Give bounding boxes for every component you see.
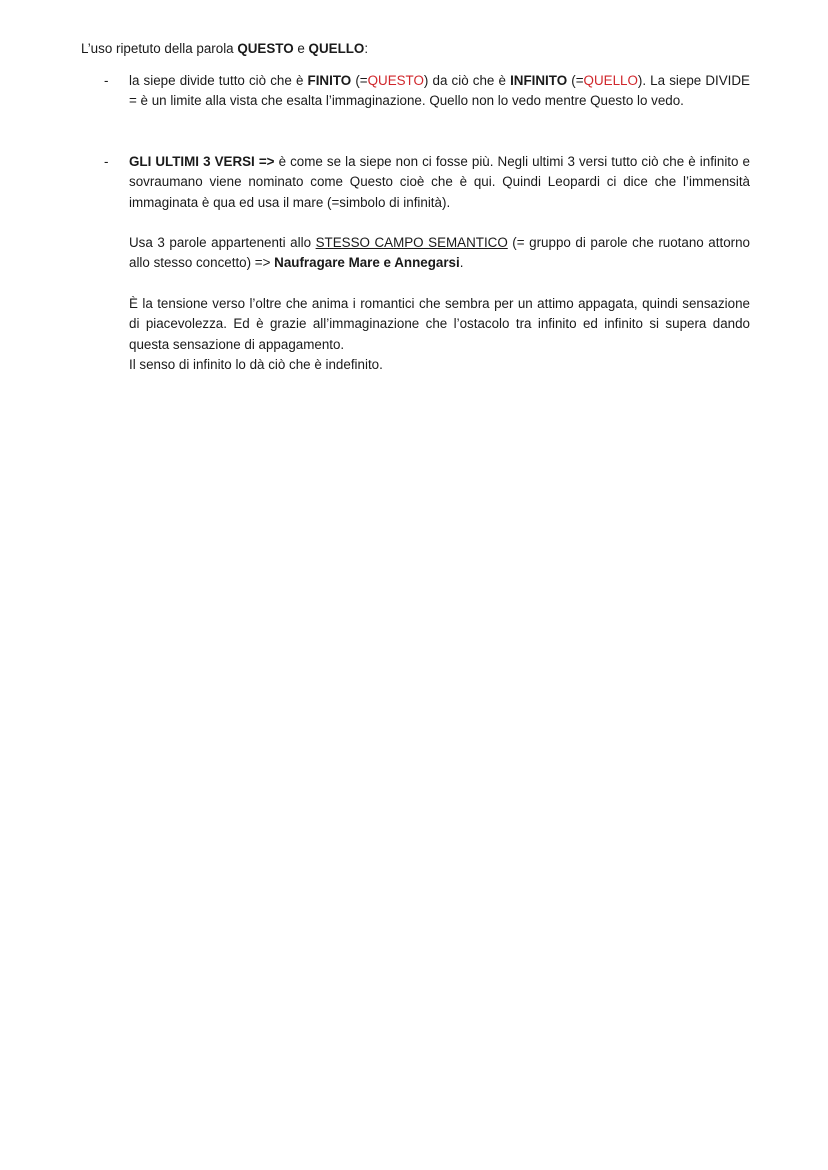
bold-finito: FINITO (307, 73, 352, 88)
paragraph-campo-semantico (129, 233, 750, 274)
text-run: (= gruppo di parole che ruotano attorno allo stesso concetto) => (129, 235, 750, 271)
text-run: (= (351, 73, 368, 88)
intro-word-questo: QUESTO (237, 41, 294, 56)
text-run: è come se la siepe non ci fosse più. Negli ultimi 3 versi tutto ciò che è infinito e sovraumano viene nominato come Questo cioè che è qui. Quindi Leopardi ci dice che l’immensità immaginata è qua ed usa il mare (=simbolo di infinità). (129, 154, 750, 210)
intro-suffix: : (364, 41, 369, 56)
bold-words: Naufragare Mare e Annegarsi (274, 255, 460, 271)
bullet-text (129, 152, 750, 213)
intro-mid: e (293, 41, 309, 56)
bullet-dash: - (104, 154, 109, 169)
text-run: la siepe divide tutto ciò che è (129, 73, 308, 88)
paragraph-line: È la tensione verso l’oltre che anima i romantici che sembra per un attimo appagata, quindi sensazione di piacevolezza. Ed è grazie all’immaginazione che l’ostacolo tra infinito ed infinito si supera dando questa sensazione di appagamento. (129, 296, 750, 352)
text-run: ). La siepe DIVIDE = è un limite alla vista che esalta l’immaginazione. Quello non lo vedo mentre Questo lo vedo. (129, 73, 750, 109)
bold-heading: GLI ULTIMI 3 VERSI => (129, 154, 275, 169)
text-run: (= (567, 73, 584, 88)
underlined-term: STESSO CAMPO SEMANTICO (315, 235, 508, 250)
paragraph-line: Il senso di infinito lo dà ciò che è indefinito. (129, 357, 383, 373)
paragraph-tensione (129, 294, 750, 376)
text-run: Usa 3 parole appartenenti allo (129, 235, 316, 250)
intro-word-quello: QUELLO (308, 41, 365, 56)
text-run: . (459, 255, 464, 271)
intro-prefix: L’uso ripetuto della parola (81, 41, 238, 56)
red-questo: QUESTO (367, 73, 424, 88)
red-quello: QUELLO (583, 73, 638, 88)
bullet-text (129, 71, 750, 112)
intro-line (81, 39, 368, 59)
text-run: ) da ciò che è (423, 73, 511, 88)
bold-infinito: INFINITO (510, 73, 568, 88)
bullet-dash: - (104, 73, 109, 88)
